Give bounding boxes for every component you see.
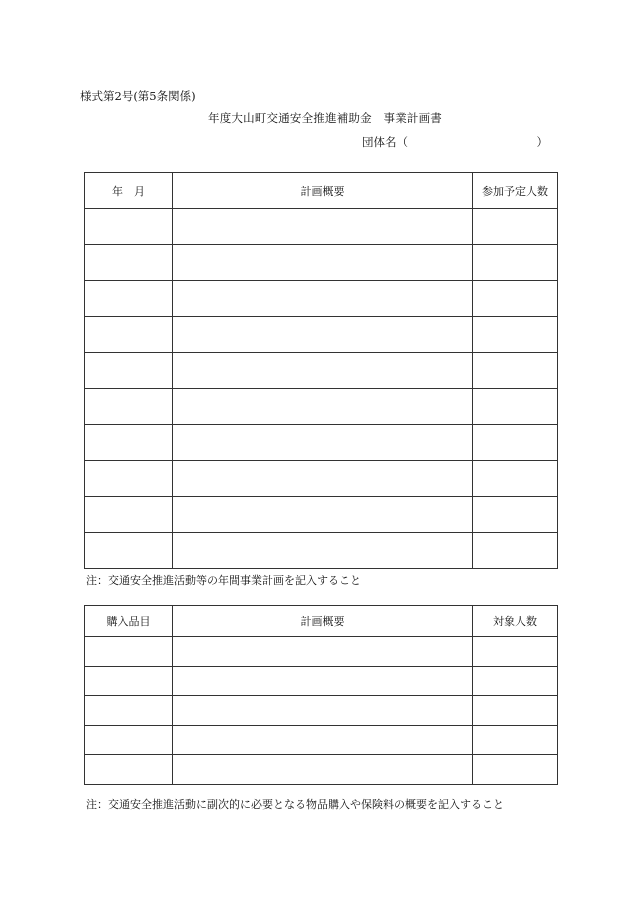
table-row	[85, 666, 558, 696]
group-name-label: 団体名（	[362, 135, 408, 149]
table-cell[interactable]	[85, 461, 173, 497]
table-cell[interactable]	[173, 725, 473, 755]
column-header-plan-summary: 計画概要	[173, 173, 473, 209]
table-cell[interactable]	[173, 281, 473, 317]
activity-plan-table	[84, 172, 558, 569]
table-cell[interactable]	[173, 666, 473, 696]
table-cell[interactable]	[85, 281, 173, 317]
purchase-plan-note: 注：交通安全推進活動に副次的に必要となる物品購入や保険料の概要を記入すること	[86, 798, 504, 811]
table-cell[interactable]	[173, 425, 473, 461]
table-row	[85, 245, 558, 281]
table-row	[85, 425, 558, 461]
table-cell[interactable]	[473, 755, 558, 785]
document-title: 年度大山町交通安全推進補助金 事業計画書	[208, 111, 442, 125]
table-cell[interactable]	[173, 209, 473, 245]
table-cell[interactable]	[173, 461, 473, 497]
table-cell[interactable]	[473, 209, 558, 245]
table-cell[interactable]	[85, 317, 173, 353]
form-number: 様式第2号(第5条関係)	[80, 89, 196, 103]
table-row	[85, 497, 558, 533]
column-header-plan-summary: 計画概要	[173, 606, 473, 637]
table-row	[85, 209, 558, 245]
table-row	[85, 755, 558, 785]
table-cell[interactable]	[85, 533, 173, 569]
table-cell[interactable]	[473, 245, 558, 281]
table-row	[85, 353, 558, 389]
table-cell[interactable]	[85, 209, 173, 245]
group-name-close-paren: ）	[536, 135, 548, 149]
column-header-year-month: 年 月	[85, 173, 173, 209]
table-row	[85, 317, 558, 353]
table-cell[interactable]	[85, 425, 173, 461]
table-cell[interactable]	[85, 245, 173, 281]
column-header-target-count: 対象人数	[473, 606, 558, 637]
table-header-row	[85, 606, 558, 637]
table-cell[interactable]	[473, 353, 558, 389]
table-cell[interactable]	[173, 755, 473, 785]
table-row	[85, 725, 558, 755]
table-cell[interactable]	[85, 725, 173, 755]
table-cell[interactable]	[473, 425, 558, 461]
table-cell[interactable]	[473, 725, 558, 755]
table-cell[interactable]	[85, 755, 173, 785]
table-row	[85, 281, 558, 317]
table-row	[85, 461, 558, 497]
table-row	[85, 533, 558, 569]
table-cell[interactable]	[473, 666, 558, 696]
table-cell[interactable]	[173, 245, 473, 281]
activity-plan-note: 注：交通安全推進活動等の年間事業計画を記入すること	[86, 574, 361, 587]
column-header-participants: 参加予定人数	[473, 173, 558, 209]
table-cell[interactable]	[473, 389, 558, 425]
table-cell[interactable]	[173, 389, 473, 425]
table-row	[85, 389, 558, 425]
purchase-plan-table	[84, 605, 558, 785]
table-cell[interactable]	[473, 281, 558, 317]
table-cell[interactable]	[173, 317, 473, 353]
group-name-line	[362, 134, 552, 150]
table-cell[interactable]	[173, 533, 473, 569]
table-cell[interactable]	[173, 353, 473, 389]
table-cell[interactable]	[173, 696, 473, 726]
table-cell[interactable]	[85, 666, 173, 696]
table-cell[interactable]	[173, 637, 473, 667]
table-cell[interactable]	[85, 637, 173, 667]
column-header-purchase-item: 購入品目	[85, 606, 173, 637]
table-row	[85, 637, 558, 667]
table-cell[interactable]	[173, 497, 473, 533]
table-cell[interactable]	[473, 637, 558, 667]
table-cell[interactable]	[85, 389, 173, 425]
table-header-row	[85, 173, 558, 209]
table-cell[interactable]	[85, 696, 173, 726]
table-cell[interactable]	[473, 497, 558, 533]
table-cell[interactable]	[473, 696, 558, 726]
table-row	[85, 696, 558, 726]
table-cell[interactable]	[473, 533, 558, 569]
table-cell[interactable]	[473, 317, 558, 353]
table-cell[interactable]	[85, 353, 173, 389]
table-cell[interactable]	[85, 497, 173, 533]
table-cell[interactable]	[473, 461, 558, 497]
